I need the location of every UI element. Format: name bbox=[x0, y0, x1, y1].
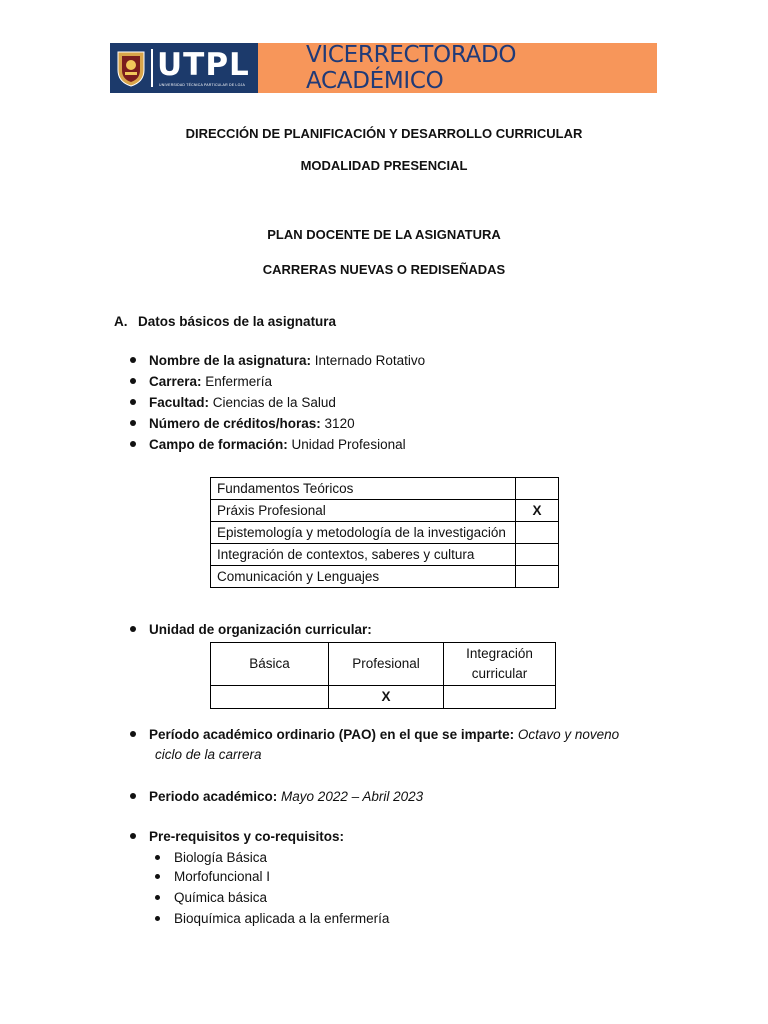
field-label: Período académico ordinario (PAO) en el que se imparte: bbox=[149, 727, 515, 742]
field-value: Mayo 2022 – Abril 2023 bbox=[277, 789, 424, 804]
utpl-logo bbox=[110, 43, 258, 93]
bullet-icon bbox=[130, 357, 136, 363]
logo-divider bbox=[151, 49, 153, 87]
bullet-icon bbox=[155, 895, 160, 900]
field-value: Unidad Profesional bbox=[287, 437, 406, 452]
table-cell-mark: X bbox=[516, 500, 559, 522]
table-row bbox=[211, 500, 559, 522]
banner-title-box bbox=[258, 43, 657, 93]
table-cell-mark bbox=[516, 478, 559, 500]
table-row bbox=[211, 478, 559, 500]
field-value: Enfermería bbox=[201, 374, 273, 389]
field-label: Pre-requisitos y co-requisitos: bbox=[149, 829, 345, 844]
table-cell-label: Epistemología y metodología de la investigación bbox=[211, 522, 516, 544]
field-label: Campo de formación: bbox=[149, 437, 288, 452]
bullet-icon bbox=[130, 626, 136, 632]
field-value: Ciencias de la Salud bbox=[209, 395, 336, 410]
field-nombre bbox=[130, 353, 425, 368]
table-cell-mark bbox=[211, 686, 329, 709]
field-label: Unidad de organización curricular: bbox=[149, 622, 372, 637]
bullet-icon bbox=[155, 855, 160, 860]
bullet-icon bbox=[130, 378, 136, 384]
table-cell-mark bbox=[516, 566, 559, 588]
table-row bbox=[211, 566, 559, 588]
table-header-profesional: Profesional bbox=[329, 643, 444, 686]
table-cell-mark bbox=[444, 686, 556, 709]
list-item bbox=[155, 890, 267, 905]
table-row bbox=[211, 686, 556, 709]
table-cell-label: Integración de contextos, saberes y cultura bbox=[211, 544, 516, 566]
field-unidad bbox=[130, 622, 372, 637]
logo-subtext: UNIVERSIDAD TÉCNICA PARTICULAR DE LOJA bbox=[159, 83, 245, 87]
title-carreras: CARRERAS NUEVAS O REDISEÑADAS bbox=[262, 262, 506, 277]
section-title: Datos básicos de la asignatura bbox=[138, 314, 337, 329]
campo-formacion-table bbox=[210, 477, 559, 588]
field-carrera bbox=[130, 374, 272, 389]
field-value: 3120 bbox=[320, 416, 355, 431]
title-modalidad: MODALIDAD PRESENCIAL bbox=[300, 158, 468, 173]
field-label: Nombre de la asignatura: bbox=[149, 353, 312, 368]
list-item-label: Biología Básica bbox=[174, 850, 268, 865]
field-facultad bbox=[130, 395, 336, 410]
bullet-icon bbox=[130, 833, 136, 839]
list-item bbox=[155, 869, 270, 884]
field-label: Facultad: bbox=[149, 395, 210, 410]
list-item bbox=[155, 911, 389, 926]
banner-title: VICERRECTORADO ACADÉMICO bbox=[306, 42, 517, 94]
field-periodo-pao bbox=[130, 727, 619, 742]
bullet-icon bbox=[130, 793, 136, 799]
field-creditos bbox=[130, 416, 355, 431]
list-item bbox=[155, 850, 267, 865]
table-header-basica: Básica bbox=[211, 643, 329, 686]
bullet-icon bbox=[155, 916, 160, 921]
list-item-label: Química básica bbox=[174, 890, 268, 905]
header-banner bbox=[110, 43, 657, 93]
bullet-icon bbox=[130, 441, 136, 447]
field-value: Internado Rotativo bbox=[311, 353, 426, 368]
table-header-row bbox=[211, 643, 556, 686]
bullet-icon bbox=[130, 420, 136, 426]
field-prerequisitos bbox=[130, 829, 344, 844]
bullet-icon bbox=[155, 874, 160, 879]
table-cell-mark: X bbox=[329, 686, 444, 709]
unidad-organizacion-table bbox=[210, 642, 556, 709]
bullet-icon bbox=[130, 731, 136, 737]
field-periodo bbox=[130, 789, 423, 804]
table-header-integracion: Integración curricular bbox=[444, 643, 556, 686]
field-label: Periodo académico: bbox=[149, 789, 278, 804]
title-direccion: DIRECCIÓN DE PLANIFICACIÓN Y DESARROLLO CURRICULAR bbox=[185, 126, 583, 141]
field-value-continued: ciclo de la carrera bbox=[155, 747, 262, 762]
table-cell-label: Comunicación y Lenguajes bbox=[211, 566, 516, 588]
table-cell-mark bbox=[516, 522, 559, 544]
section-letter: A. bbox=[114, 314, 128, 329]
table-cell-label: Práxis Profesional bbox=[211, 500, 516, 522]
field-label: Carrera: bbox=[149, 374, 202, 389]
title-plan: PLAN DOCENTE DE LA ASIGNATURA bbox=[267, 227, 501, 242]
table-cell-mark bbox=[516, 544, 559, 566]
list-item-label: Morfofuncional I bbox=[174, 869, 271, 884]
table-row bbox=[211, 522, 559, 544]
list-item-label: Bioquímica aplicada a la enfermería bbox=[174, 911, 390, 926]
table-cell-label: Fundamentos Teóricos bbox=[211, 478, 516, 500]
table-row bbox=[211, 544, 559, 566]
field-label: Número de créditos/horas: bbox=[149, 416, 321, 431]
logo-wordmark: UTPL bbox=[157, 47, 250, 83]
section-a-heading bbox=[114, 314, 336, 329]
field-value: Octavo y noveno bbox=[514, 727, 620, 742]
field-campo bbox=[130, 437, 406, 452]
bullet-icon bbox=[130, 399, 136, 405]
university-seal-icon bbox=[115, 48, 147, 88]
